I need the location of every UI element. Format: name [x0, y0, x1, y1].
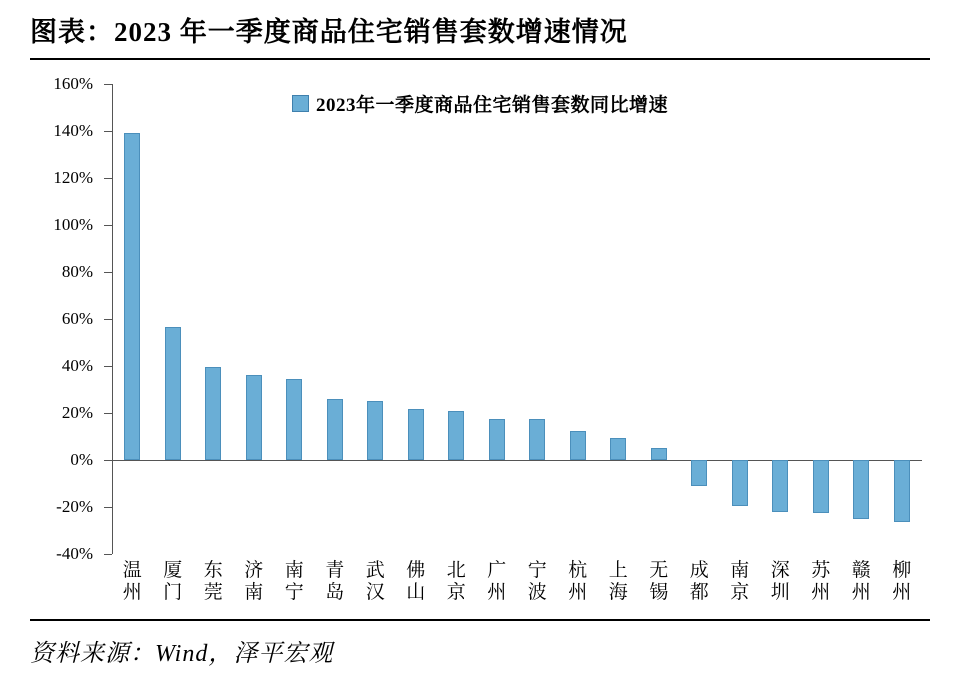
bar: [165, 327, 181, 460]
y-tick-label: 20%: [61, 403, 93, 422]
bar: [327, 399, 343, 460]
title-bar: [30, 0, 930, 60]
page-title: 图表：2023 年一季度商品住宅销售套数增速情况: [30, 16, 628, 47]
x-axis-label: 厦 门: [163, 560, 183, 603]
y-tick-label: -20%: [56, 497, 93, 516]
y-tick-label: 120%: [53, 168, 93, 187]
bar: [367, 401, 383, 460]
x-axis-label: 北 京: [446, 560, 466, 603]
y-tick-label: 0%: [70, 450, 93, 469]
x-axis-label: 成 都: [689, 560, 709, 603]
y-tick: [61, 356, 112, 375]
x-axis-labels: [112, 560, 922, 620]
y-tick: [70, 450, 112, 469]
x-axis-label: 苏 州: [811, 560, 831, 603]
bar: [813, 460, 829, 513]
y-tick: [53, 74, 112, 93]
x-axis-label: 温 州: [122, 560, 142, 603]
bar: [408, 409, 424, 460]
x-axis-label: 无 锡: [649, 560, 669, 603]
y-tick: [53, 121, 112, 140]
x-axis-label: 柳 州: [892, 560, 912, 603]
bar: [732, 460, 748, 506]
y-tick-label: 100%: [53, 215, 93, 234]
y-tick-label: 60%: [61, 309, 93, 328]
x-axis-label: 宁 波: [527, 560, 547, 603]
y-tick: [61, 403, 112, 422]
x-axis-label: 济 南: [244, 560, 264, 603]
x-axis-label: 杭 州: [568, 560, 588, 603]
bar: [853, 460, 869, 519]
bar: [610, 438, 626, 460]
bar: [529, 419, 545, 460]
x-axis-label: 南 宁: [284, 560, 304, 603]
x-axis-label: 广 州: [487, 560, 507, 603]
x-axis-label: 青 岛: [325, 560, 345, 603]
x-axis-label: 佛 山: [406, 560, 426, 603]
bar: [448, 411, 464, 460]
bar: [651, 448, 667, 460]
bar: [286, 379, 302, 460]
bar: [570, 431, 586, 460]
source-bar: [30, 619, 930, 668]
x-axis-label: 赣 州: [851, 560, 871, 603]
x-axis-label: 深 圳: [770, 560, 790, 603]
bar: [489, 419, 505, 460]
bar: [894, 460, 910, 522]
y-tick: [56, 544, 112, 563]
x-axis-label: 上 海: [608, 560, 628, 603]
source-text: 资料来源：Wind，泽平宏观: [30, 641, 334, 667]
y-tick-label: -40%: [56, 544, 93, 563]
y-tick: [61, 262, 112, 281]
y-tick: [53, 215, 112, 234]
x-axis-label: 东 莞: [203, 560, 223, 603]
bar: [246, 375, 262, 460]
y-tick-label: 40%: [61, 356, 93, 375]
x-axis-label: 武 汉: [365, 560, 385, 603]
bar: [772, 460, 788, 512]
bar: [691, 460, 707, 486]
bar: [205, 367, 221, 460]
plot-area: [53, 74, 922, 563]
y-tick: [61, 309, 112, 328]
y-tick-label: 140%: [53, 121, 93, 140]
y-tick-label: 80%: [61, 262, 93, 281]
x-axis-label: 南 京: [730, 560, 750, 603]
y-tick-label: 160%: [53, 74, 93, 93]
chart-container: [30, 66, 930, 616]
y-tick: [53, 168, 112, 187]
bar-series: [112, 84, 922, 554]
bar: [124, 133, 140, 460]
y-tick: [56, 497, 112, 516]
legend-label: 2023年一季度商品住宅销售套数同比增速: [315, 95, 668, 116]
